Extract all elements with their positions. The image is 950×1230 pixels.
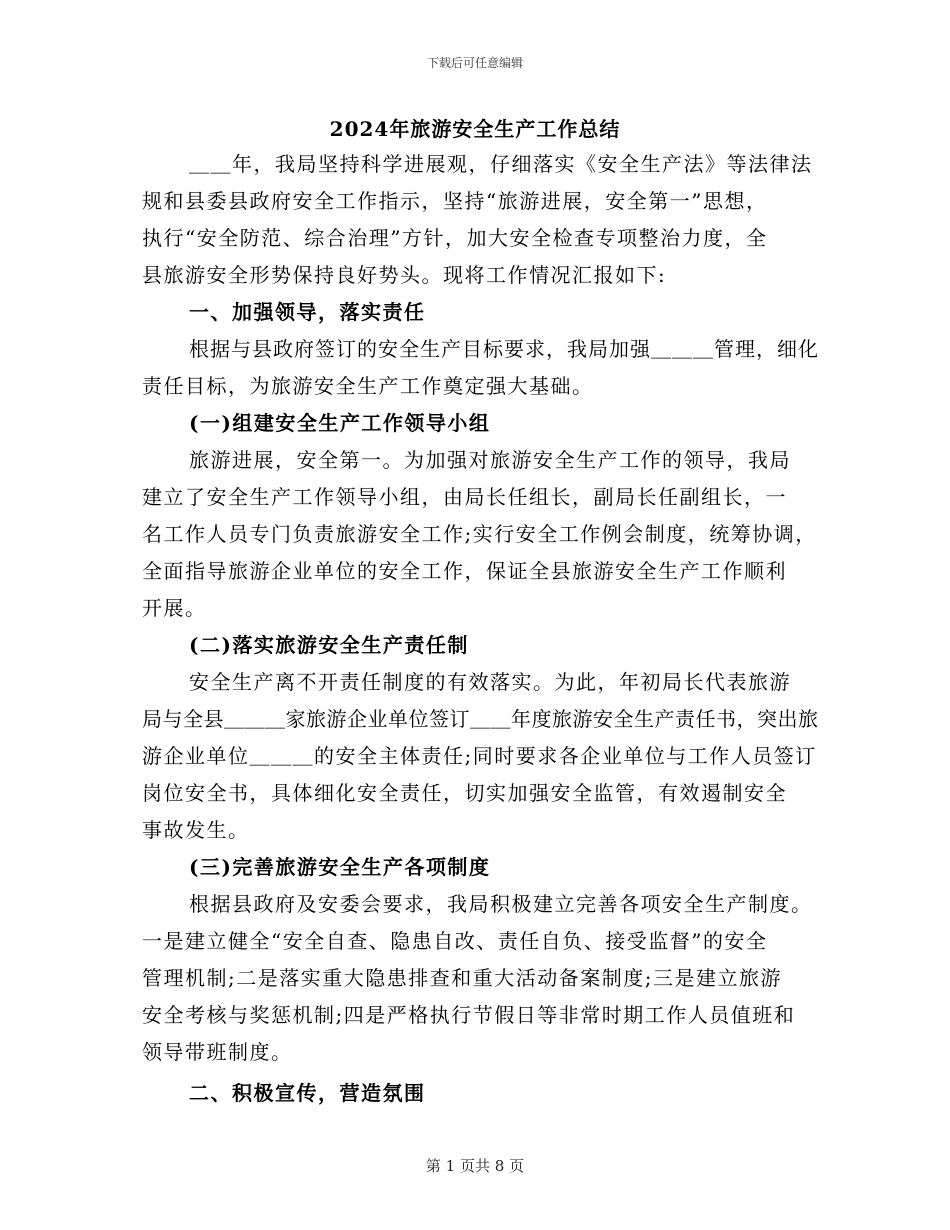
paragraph-line: 管理机制;二是落实重大隐患排查和重大活动备案制度;三是建立旅游 [142, 966, 782, 990]
paragraph-line: 执行“安全防范、综合治理”方针，加大安全检查专项整治力度，全 [142, 226, 768, 250]
page-footer: 第 1 页共 8 页 [425, 1157, 525, 1175]
paragraph-line: 责任目标，为旅游安全生产工作奠定强大基础。 [142, 374, 594, 398]
section-heading: 二、积极宣传，营造氛围 [189, 1081, 426, 1105]
paragraph-line: 旅游进展，安全第一。为加强对旅游安全生产工作的领导，我局 [189, 448, 791, 472]
paragraph-line: 县旅游安全形势保持良好势头。现将工作情况汇报如下: [142, 263, 667, 287]
paragraph-line: 安全考核与奖惩机制;四是严格执行节假日等非常时期工作人员值班和 [142, 1003, 796, 1027]
section-heading: (二)落实旅游安全生产责任制 [189, 633, 469, 657]
paragraph-line: 全面指导旅游企业单位的安全工作，保证全县旅游安全生产工作顺利 [142, 559, 787, 583]
document-body [142, 146, 822, 1112]
section-heading: (三)完善旅游安全生产各项制度 [189, 855, 491, 879]
paragraph-line: 游企业单位＿＿＿的安全主体责任;同时要求各企业单位与工作人员签订 [142, 744, 817, 768]
paragraph-line: 事故发生。 [142, 818, 250, 842]
paragraph-line: 领导带班制度。 [142, 1040, 293, 1064]
document-title: 2024年旅游安全生产工作总结 [329, 117, 621, 141]
paragraph-line: 安全生产离不开责任制度的有效落实。为此，年初局长代表旅游 [189, 670, 791, 694]
paragraph-line: 一是建立健全“安全自查、隐患自改、责任自负、接受监督”的安全 [142, 929, 768, 953]
paragraph-line: ＿＿年，我局坚持科学进展观，仔细落实《安全生产法》等法律法 [189, 152, 813, 176]
paragraph-line: 根据县政府及安委会要求，我局积极建立完善各项安全生产制度。 [189, 892, 813, 916]
paragraph-line: 开展。 [142, 596, 207, 620]
paragraph-line: 根据与县政府签订的安全生产目标要求，我局加强＿＿＿管理，细化 [189, 337, 819, 361]
section-heading: (一)组建安全生产工作领导小组 [189, 411, 491, 435]
page-header: 下载后可任意编辑 [426, 56, 523, 70]
paragraph-line: 名工作人员专门负责旅游安全工作;实行安全工作例会制度，统筹协调， [142, 522, 817, 546]
paragraph-line: 岗位安全书，具体细化安全责任，切实加强安全监管，有效遏制安全 [142, 781, 787, 805]
section-heading: 一、加强领导，落实责任 [189, 300, 426, 324]
paragraph-line: 建立了安全生产工作领导小组，由局长任组长，副局长任副组长，一 [142, 485, 787, 509]
paragraph-line: 局与全县＿＿＿家旅游企业单位签订＿＿年度旅游安全生产责任书，突出旅 [142, 707, 819, 731]
paragraph-line: 规和县委县政府安全工作指示，坚持“旅游进展，安全第一”思想， [142, 189, 768, 213]
